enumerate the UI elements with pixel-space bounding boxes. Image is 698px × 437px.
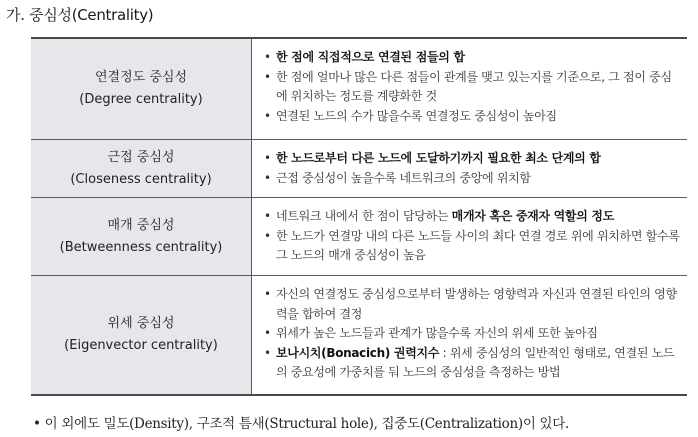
row-name-en: (Betweenness centrality) xyxy=(59,239,223,255)
row-description xyxy=(251,39,687,139)
row-name-en: (Degree centrality) xyxy=(79,92,203,107)
row-name: 연결정도 중심성 xyxy=(94,70,188,85)
bullet-text: 한 노드가 연결망 내의 다른 노드들 사이의 최다 연결 경로 위에 위치하면 할수록 그 노드의 매개 중심성이 높음 xyxy=(276,228,680,262)
bullet-text: 근접 중심성이 높을수록 네트워크의 중앙에 위치함 xyxy=(276,170,531,185)
bullet-item xyxy=(264,227,681,266)
bullet-text: 자신의 연결정도 중심성으로부터 발생하는 영향력과 자신과 연결된 타인의 영향력을 합하여 결정 xyxy=(276,287,677,321)
bullet-text: 한 점에 얼마나 많은 다른 점들이 관계를 맺고 있는지를 기준으로, 그 점이 중심에 위치하는 정도를 계량화한 것 xyxy=(276,69,672,103)
section-heading: 가. 중심성(Centrality) xyxy=(6,6,154,24)
bullet-icon: • xyxy=(264,170,271,185)
row-description xyxy=(251,140,687,197)
row-name: 근접 중심성 xyxy=(107,149,175,165)
row-description xyxy=(251,198,687,275)
row-header xyxy=(31,198,251,275)
bullet-bold-text: 매개자 혹은 중재자 역할의 정도 xyxy=(451,209,614,223)
bullet-icon: • xyxy=(264,209,271,223)
bullet-item xyxy=(264,68,681,107)
bullet-text: 위세가 높은 노드들과 관계가 많을수록 자신의 위세 또한 높아짐 xyxy=(276,326,598,340)
bullet-text: : 위세 중심성의 일반적인 형태로, 연결된 노드의 중요성에 가중치를 둬 노드의 중심성을 측정하는 방법 xyxy=(276,345,675,379)
table-row xyxy=(31,276,687,394)
table-row xyxy=(31,39,687,140)
row-header xyxy=(31,276,251,394)
bullet-item xyxy=(264,169,681,189)
table-row xyxy=(31,198,687,276)
bullet-item xyxy=(264,324,681,344)
table-row xyxy=(31,140,687,198)
bullet-bold-text: 한 점에 직접적으로 연결된 점들의 합 xyxy=(276,50,465,64)
bullet-item xyxy=(264,285,681,324)
bullet-bold-text: 한 노드로부터 다른 노드에 도달하기까지 필요한 최소 단계의 합 xyxy=(276,151,601,165)
row-description xyxy=(251,276,687,394)
bullet-item xyxy=(264,149,681,169)
centrality-table xyxy=(31,37,687,396)
bullet-icon: • xyxy=(264,345,271,360)
row-name-en: (Eigenvector centrality) xyxy=(64,338,218,353)
bullet-icon: • xyxy=(264,151,271,165)
footer-note: • 이 외에도 밀도(Density), 구조적 틈새(Structural hole), 집중도(Centralization)이 있다. xyxy=(33,416,570,432)
bullet-item xyxy=(264,344,681,383)
bullet-icon: • xyxy=(264,326,271,340)
row-header xyxy=(31,39,251,139)
bullet-text: 연결된 노드의 수가 많을수록 연결정도 중심성이 높아짐 xyxy=(276,108,557,123)
bullet-item xyxy=(264,48,681,68)
bullet-icon: • xyxy=(264,108,271,123)
bullet-icon: • xyxy=(264,50,271,64)
row-header xyxy=(31,140,251,197)
bullet-text: 네트워크 내에서 한 점이 담당하는 xyxy=(276,209,452,223)
bullet-icon: • xyxy=(264,69,271,84)
bullet-item xyxy=(264,107,681,127)
row-name: 위세 중심성 xyxy=(107,316,175,331)
bullet-bold-text: 보나시치(Bonacich) 권력지수 xyxy=(276,345,440,360)
bullet-icon: • xyxy=(264,287,271,301)
bullet-icon: • xyxy=(264,228,271,243)
row-name-en: (Closeness centrality) xyxy=(70,171,212,187)
bullet-item xyxy=(264,207,681,227)
row-name: 매개 중심성 xyxy=(107,217,175,233)
